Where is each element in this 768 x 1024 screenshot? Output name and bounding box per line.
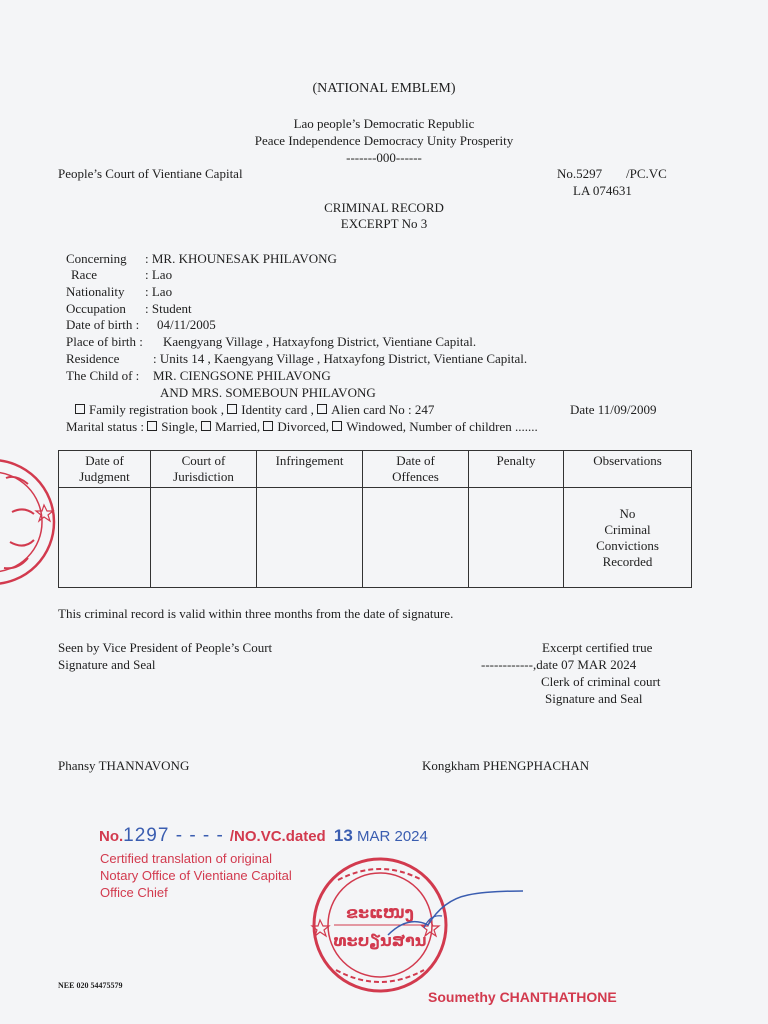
family-book-label: Family registration book , (89, 402, 228, 417)
alien-card-label: Alien card No : 247 (331, 402, 435, 417)
criminal-record-table (58, 450, 692, 588)
excerpt-number: EXCERPT No 3 (340, 216, 428, 231)
record-number: No.5297 (557, 166, 603, 181)
header-court-of-jurisdiction: Court of Jurisdiction (151, 451, 257, 488)
marital-row (66, 419, 538, 435)
header-infringement: Infringement (257, 451, 363, 488)
separator: -------000------ (346, 150, 422, 165)
race-row (71, 267, 172, 283)
race-value: : Lao (145, 267, 173, 282)
cell-court (151, 488, 257, 588)
documents-row (75, 402, 434, 418)
vice-president-name: Phansy THANNAVONG (58, 758, 190, 773)
nationality-value: : Lao (145, 284, 173, 299)
divorced-checkbox[interactable] (263, 421, 273, 431)
occupation-value: : Student (145, 301, 192, 316)
vice-president-label: Seen by Vice President of People’s Court (58, 640, 273, 655)
single-checkbox[interactable] (147, 421, 157, 431)
residence-value: : Units 14 , Kaengyang Village , Hatxayfong District, Vientiane Capital. (153, 351, 528, 366)
nationality-label: Nationality (66, 284, 125, 299)
identity-card-label: Identity card , (241, 402, 318, 417)
married-label: Married, (214, 419, 264, 434)
notary-number-handwritten: 1297 - - - - (123, 825, 224, 846)
residence-label: Residence (66, 351, 120, 366)
race-label: Race (71, 267, 97, 282)
notary-office-line: Notary Office of Vientiane Capital (100, 868, 292, 883)
child-of-mother: AND MRS. SOMEBOUN PHILAVONG (160, 385, 376, 400)
la-number: LA 074631 (573, 183, 632, 198)
concerning-row (66, 251, 337, 267)
child-of-value: MR. CIENGSONE PHILAVONG (153, 368, 331, 383)
place-of-birth-value: Kaengyang Village , Hatxayfong District, Vientiane Capital. (163, 334, 477, 349)
occupation-row (66, 301, 192, 317)
court-name: People’s Court of Vientiane Capital (58, 166, 243, 181)
right-signature-seal-label: Signature and Seal (545, 691, 643, 706)
widowed-label: Windowed, Number of children ....... (346, 419, 538, 434)
header-date-of-judgment: Date of Judgment (59, 451, 151, 488)
motto: Peace Independence Democracy Unity Prosperity (254, 133, 514, 148)
cell-observations: No Criminal Convictions Recorded (564, 488, 692, 588)
divorced-label: Divorced, (277, 419, 333, 434)
widowed-checkbox[interactable] (332, 421, 342, 431)
cell-infringement (257, 488, 363, 588)
cell-date-of-offences (363, 488, 469, 588)
notary-signature (380, 880, 530, 950)
residence-row (66, 351, 527, 367)
cell-penalty (469, 488, 564, 588)
notary-no-suffix: /NO.VC.dated (229, 828, 326, 845)
place-of-birth-row (66, 334, 476, 350)
notary-no-prefix: No. (99, 828, 124, 845)
concerning-label: Concerning (66, 251, 127, 266)
header-observations: Observations (564, 451, 692, 488)
clerk-name: Kongkham PHENGPHACHAN (422, 758, 590, 773)
place-of-birth-label: Place of birth : (66, 334, 143, 349)
certification-date: ------------,date 07 MAR 2024 (481, 657, 637, 672)
married-checkbox[interactable] (201, 421, 211, 431)
court-seal-stamp (0, 450, 60, 595)
concerning-value: : MR. KHOUNESAK PHILAVONG (145, 251, 337, 266)
alien-card-checkbox[interactable] (317, 404, 327, 414)
document-title: CRIMINAL RECORD (324, 200, 444, 215)
record-code: /PC.VC (626, 166, 667, 181)
validity-note: This criminal record is valid within three months from the date of signature. (58, 606, 454, 621)
dob-row (66, 317, 216, 333)
left-signature-seal-label: Signature and Seal (58, 657, 156, 672)
notary-date-day: 13 (333, 826, 353, 845)
seal-text-top: ຂະແໜງ (346, 903, 414, 922)
family-book-checkbox[interactable] (75, 404, 85, 414)
notary-signer-name: Soumethy CHANTHATHONE (428, 989, 617, 1005)
dob-value: 04/11/2005 (157, 317, 216, 332)
clerk-label: Clerk of criminal court (541, 674, 661, 689)
notary-certified-line: Certified translation of original (100, 851, 272, 866)
republic-name: Lao people’s Democratic Republic (293, 116, 475, 131)
table-row (59, 488, 692, 588)
dob-label: Date of birth : (66, 317, 140, 332)
cell-date-of-judgment (59, 488, 151, 588)
document-date: Date 11/09/2009 (570, 402, 657, 417)
occupation-label: Occupation (66, 301, 126, 316)
child-of-label: The Child of : (66, 368, 140, 383)
identity-card-checkbox[interactable] (227, 404, 237, 414)
child-of-row (66, 368, 331, 384)
header-penalty: Penalty (469, 451, 564, 488)
notary-number-line (99, 827, 428, 846)
excerpt-certified-label: Excerpt certified true (542, 640, 653, 655)
nationality-row (66, 284, 172, 300)
notary-office-chief: Office Chief (100, 885, 168, 900)
national-emblem-text: (NATIONAL EMBLEM) (312, 81, 456, 96)
marital-label: Marital status : (66, 419, 148, 434)
table-header-row (59, 451, 692, 488)
single-label: Single, (161, 419, 201, 434)
notary-date-rest: MAR 2024 (357, 828, 428, 845)
seal-text-bottom: ທະບຽນສານ (333, 931, 427, 950)
header-date-of-offences: Date of Offences (363, 451, 469, 488)
footer-nee: NEE 020 54475579 (58, 981, 123, 990)
